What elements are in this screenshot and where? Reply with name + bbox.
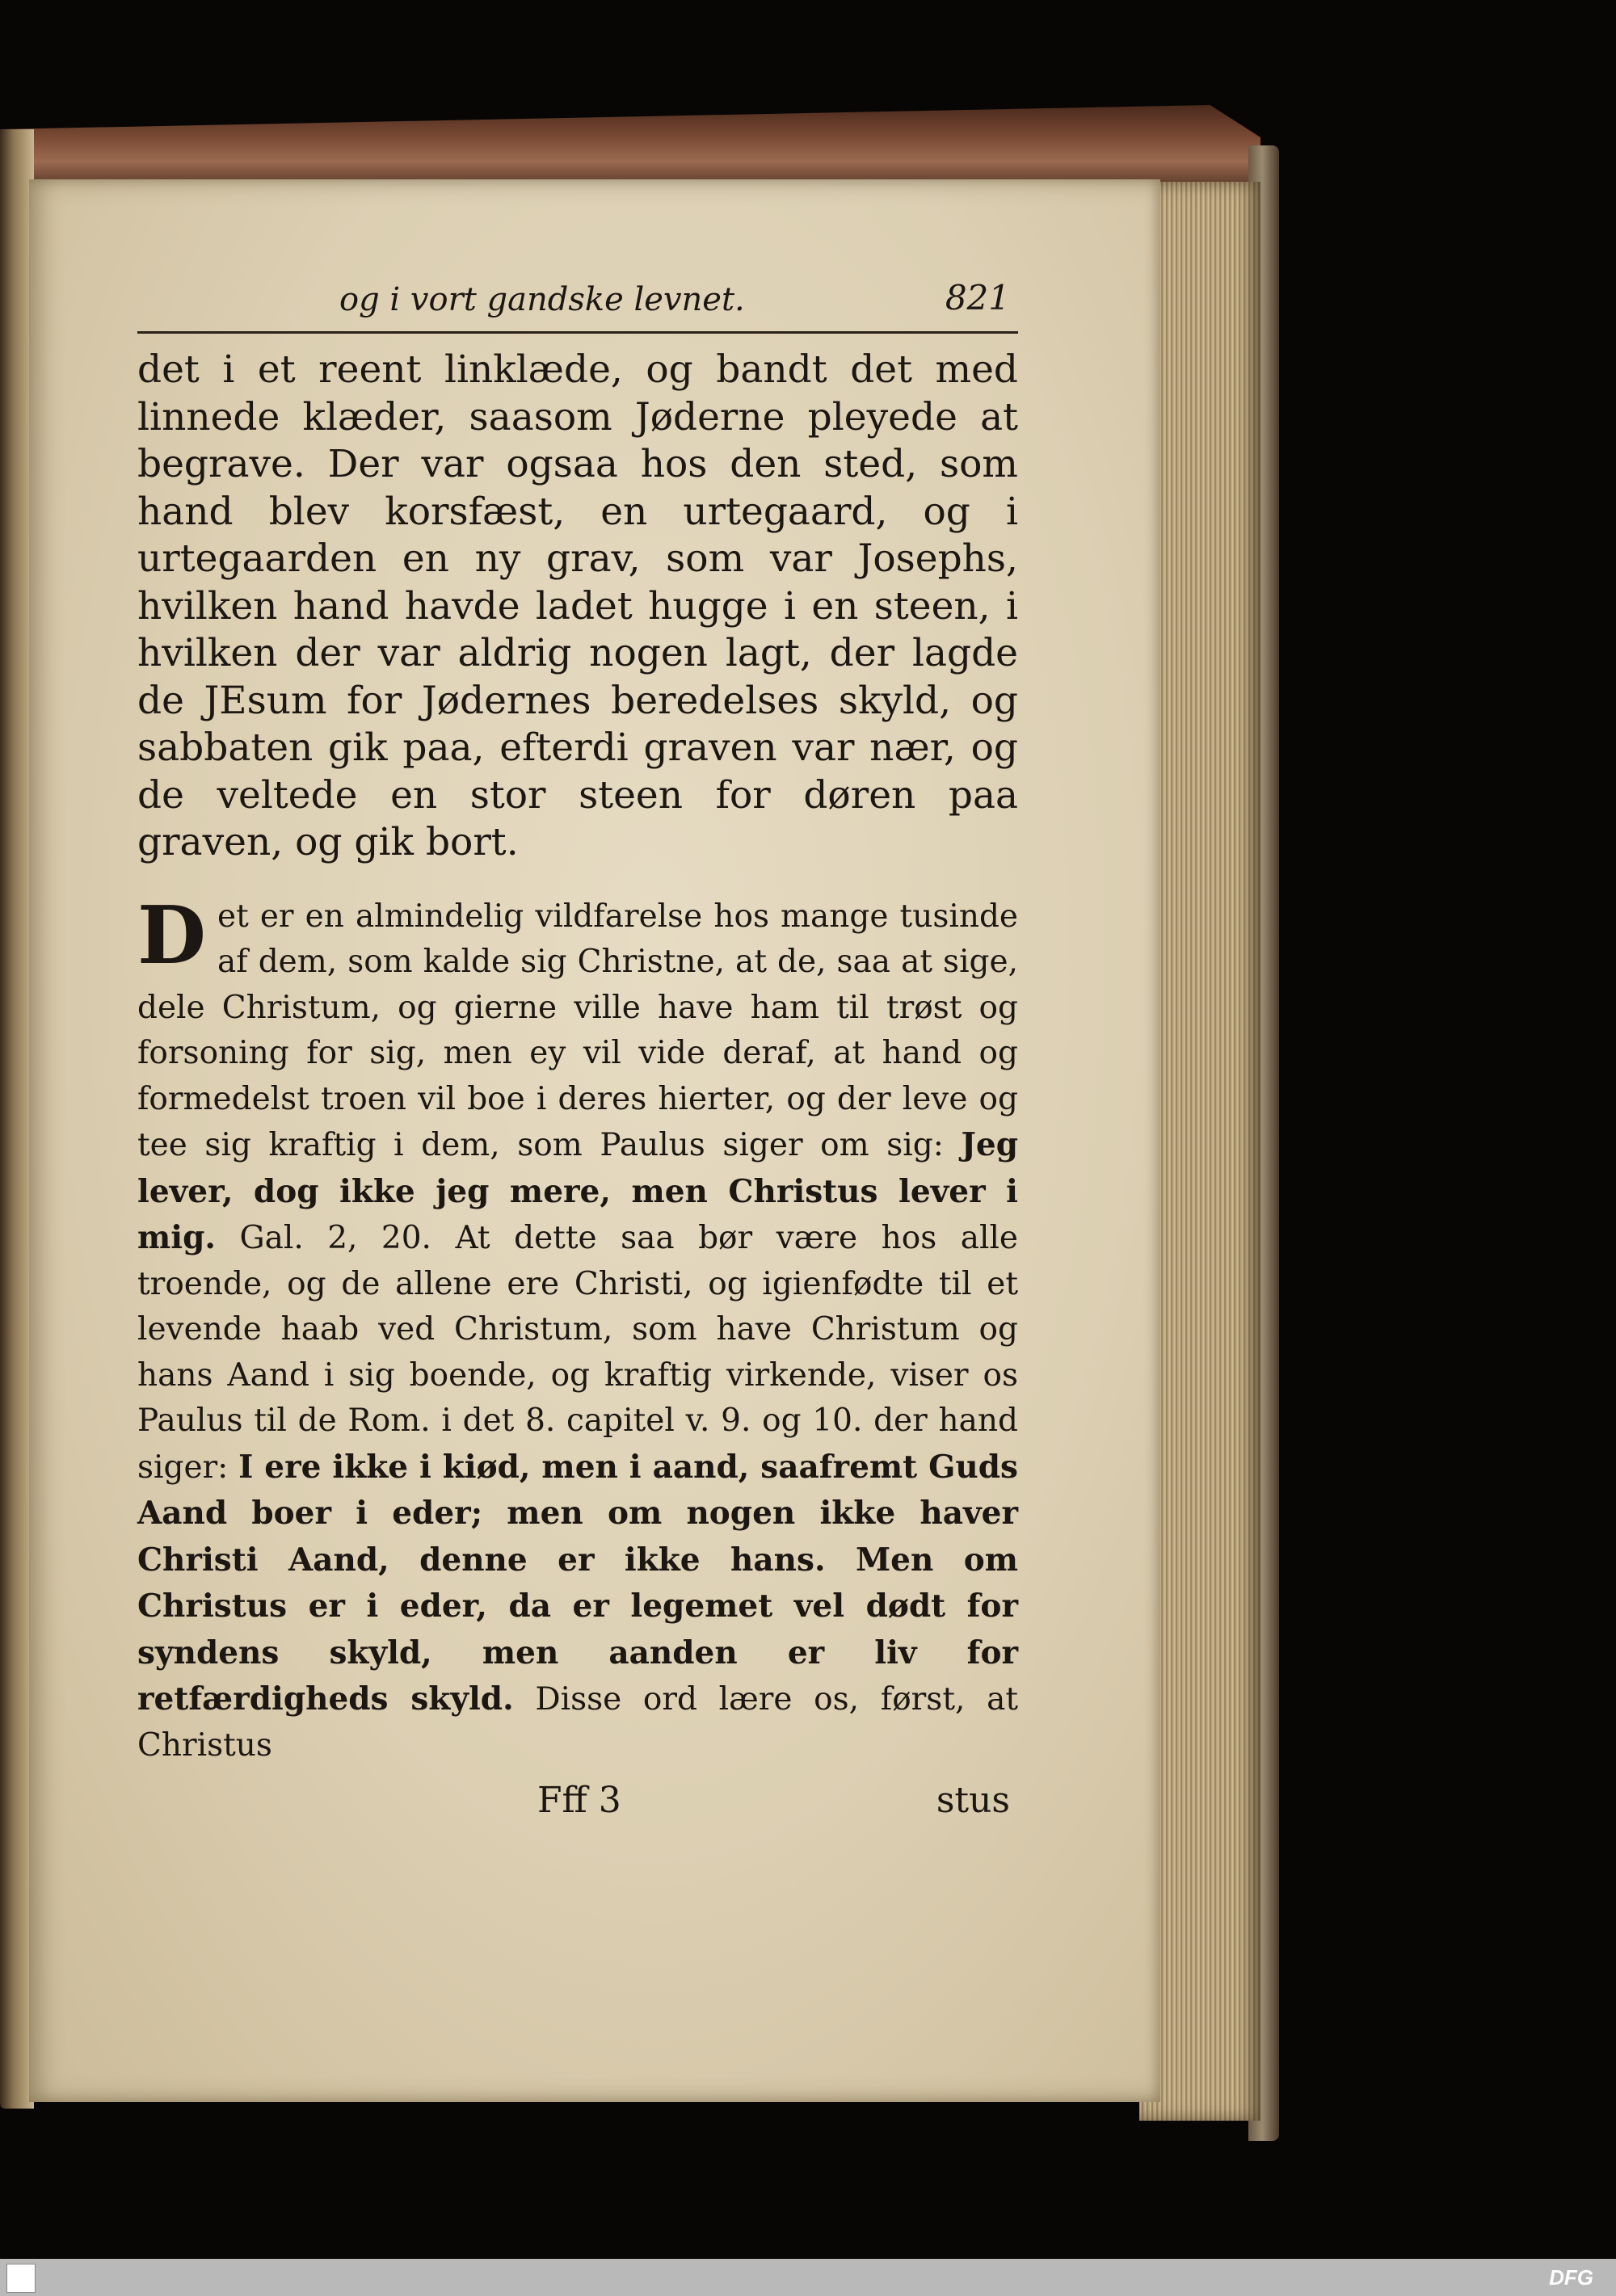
running-head-title: og i vort gandske levnet. (339, 281, 745, 318)
drop-cap: D (137, 889, 206, 982)
running-head (137, 267, 1018, 334)
paragraph-2-text-2: Gal. 2, 20. At dette saa bør være hos alle troende, og de allene ere Christi, og igienfødte til et levende haab ved Christum, som have Christum og hans Aand i sig boende, og kraftig virkende, viser os Paulus til de Rom. i det 8. capitel v. 9. og 10. der hand siger: (137, 1220, 1018, 1486)
viewer-bottom-bar (0, 2259, 1616, 2296)
dfg-logo: DFG (1549, 2265, 1593, 2290)
page-content (137, 267, 1018, 1833)
paragraph-2-emphasis-1: Jeg lever, dog ikke jeg mere, men Christus lever i mig. (137, 1126, 1018, 1256)
book-spine-top (0, 105, 1260, 186)
library-logo-icon (6, 2264, 36, 2293)
paragraph-2-text-1: et er en almindelig vildfarelse hos mange tusinde af dem, som kalde sig Christne, at de, saa at sige, dele Christum, og gierne ville have ham til trøst og forsoning for sig, men ey vil vide deraf, at hand og formedelst troen vil boe i deres hierter, og der leve og tee sig kraftig i dem, som Paulus siger om sig: (137, 898, 1018, 1163)
page-footer (137, 1777, 1018, 1833)
paragraph-1: det i et reent linklæde, og bandt det med linnede klæder, saasom Jøderne pleyede at begrave. Der var ogsaa hos den sted, som hand blev korsfæst, en urtegaard, og i urtegaarden en ny grav, som var Josephs, hvilken hand havde ladet hugge i en steen, i hvilken der var aldrig nogen lagt, der lagde de JEsum for Jødernes beredelses skyld, og sabbaten gik paa, efterdi graven var nær, og de veltede en stor steen for døren paa graven, og gik bort. (137, 347, 1018, 864)
page-number: 821 (945, 278, 1010, 317)
paragraph-2 (137, 889, 1019, 1769)
paragraph-2-emphasis-2: I ere ikke i kiød, men i aand, saafremt Guds Aand boer i eder; men om nogen ikke haver Christi Aand, denne er ikke hans. Men om Christus er i eder, da er legemet vel dødt for syndens skyld, men aanden er liv for retfærdigheds skyld. (137, 1448, 1019, 1718)
paragraph-2-text-3: Disse ord lære os, først, at Christus (137, 1681, 1019, 1764)
catchword: stus (936, 1780, 1010, 1821)
signature-mark: Fff 3 (537, 1780, 621, 1821)
